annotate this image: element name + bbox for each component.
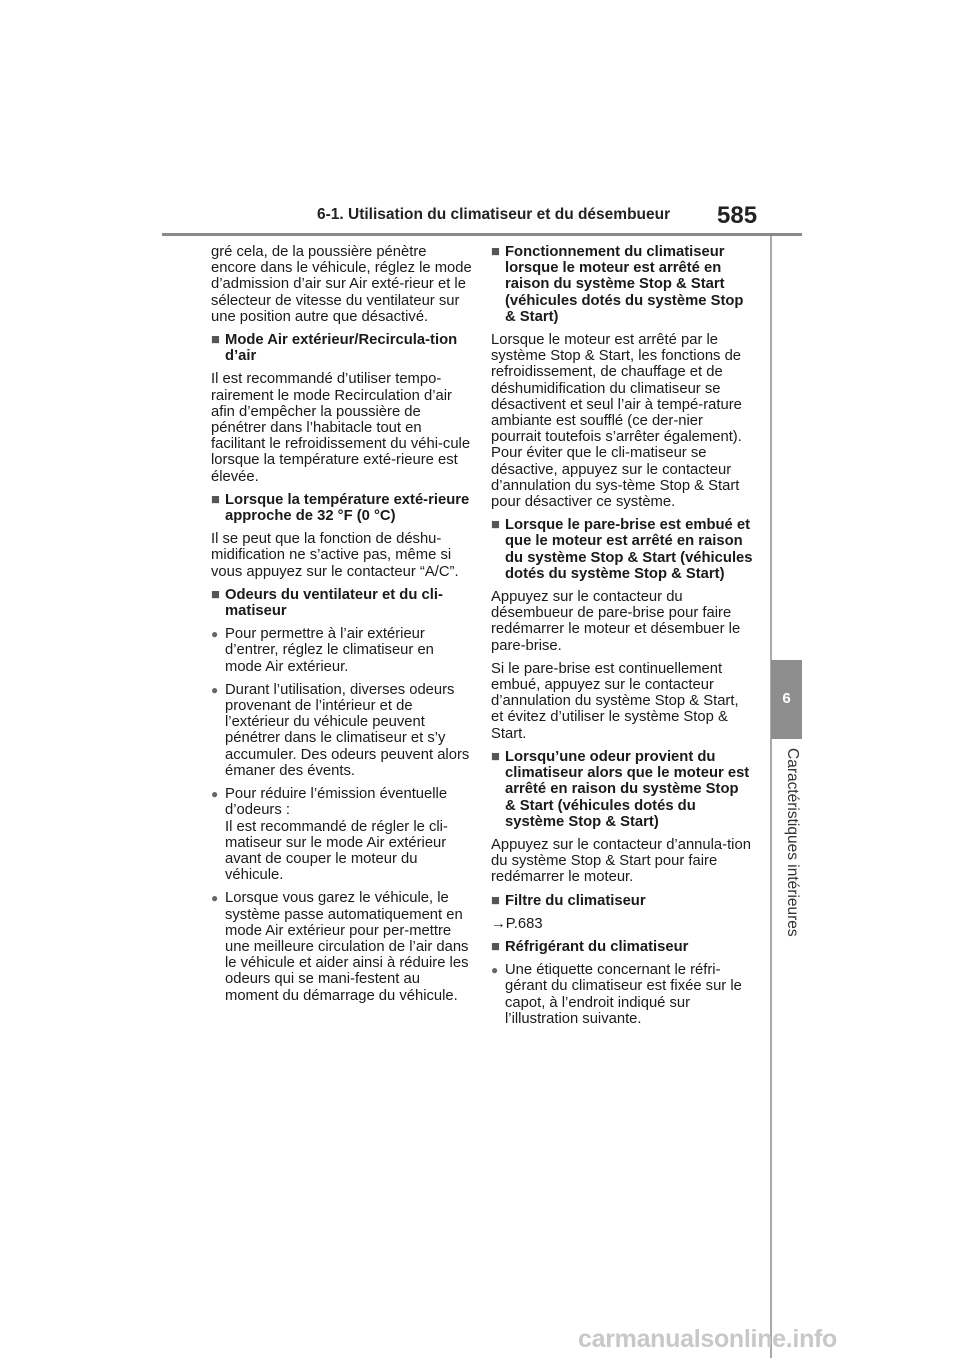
chapter-tab-line bbox=[770, 236, 772, 1358]
bullet-item: ● Durant l’utilisation, diverses odeurs provenant de l’intérieur et de l’extérieur du véhicule peuvent pénétrer dans le climatiseur et s’y accumuler. Des odeurs peuvent alors émaner des évents. bbox=[211, 682, 473, 779]
section-heading: ■ Filtre du climatiseur bbox=[491, 892, 646, 909]
paragraph: Si le pare-brise est continuellement embué, appuyez sur le contacteur d’annulation du système Stop & Start, et évitez d’utiliser le système Stop & Start. bbox=[491, 660, 739, 742]
right-column bbox=[491, 244, 753, 1034]
section-heading: ■ Réfrigérant du climatiseur bbox=[491, 938, 689, 955]
section-heading: ■ Lorsque la température exté-rieure approche de 32 °F (0 °C) bbox=[211, 491, 470, 525]
bullet-item: ● Une étiquette concernant le réfri-gérant du climatiseur est fixée sur le capot, à l’endroit indiqué sur l’illustration suivante. bbox=[491, 962, 753, 1027]
bullet-item: ● Pour permettre à l’air extérieur d’entrer, réglez le climatiseur en mode Air extérieur. bbox=[211, 626, 473, 675]
bullet-item: ● Pour réduire l’émission éventuelle d’odeurs : Il est recommandé de régler le cli-matiseur sur le mode Air extérieur avant de couper le moteur du véhicule. bbox=[211, 786, 473, 883]
paragraph: Appuyez sur le contacteur d’annula-tion du système Stop & Start pour faire redémarrer le moteur. bbox=[491, 836, 751, 886]
square-bullet-icon: ■ bbox=[211, 491, 220, 508]
bullet-item: ● Lorsque vous garez le véhicule, le système passe automatiquement en mode Air extérieur pour per-mettre une meilleure circulation de l’air dans le véhicule et aider ainsi à réduire les odeurs qui se mani-festent au moment du démarrage du véhicule. bbox=[211, 890, 473, 1003]
chapter-number: 6 bbox=[782, 690, 791, 707]
paragraph: gré cela, de la poussière pénètre encore dans le véhicule, réglez le mode d’admission d’air sur Air exté-rieur et le sélecteur de vitesse du ventilateur sur une position autre que désactivé. bbox=[211, 244, 472, 325]
paragraph: Appuyez sur le contacteur du désembueur de pare-brise pour faire redémarrer le moteur et désembuer le pare-brise. bbox=[491, 589, 741, 654]
square-bullet-icon: ■ bbox=[491, 892, 500, 909]
square-bullet-icon: ■ bbox=[491, 748, 500, 765]
left-column bbox=[211, 244, 473, 1011]
page-reference-link[interactable]: →P.683 bbox=[491, 915, 543, 932]
header-divider bbox=[162, 233, 802, 236]
section-heading: ■ Lorsqu’une odeur provient du climatiseur alors que le moteur est arrêté en raison du système Stop & Start (véhicules dotés du système Stop & Start) bbox=[491, 748, 750, 830]
round-bullet-icon bbox=[491, 962, 505, 1027]
chapter-label: Caractéristiques intérieures bbox=[784, 748, 801, 937]
paragraph: Il se peut que la fonction de déshu-midification ne s’active pas, même si vous appuyez sur le contacteur “A/C”. bbox=[211, 531, 459, 580]
square-bullet-icon: ■ bbox=[491, 938, 500, 955]
square-bullet-icon: ■ bbox=[491, 517, 500, 534]
round-bullet-icon bbox=[211, 626, 225, 675]
square-bullet-icon: ■ bbox=[491, 244, 500, 260]
round-bullet-icon bbox=[211, 890, 225, 1003]
watermark: carmanualsonline.info bbox=[578, 1325, 838, 1353]
section-title: 6-1. Utilisation du climatiseur et du désembueur bbox=[317, 206, 671, 223]
page-number: 585 bbox=[717, 202, 758, 229]
square-bullet-icon: ■ bbox=[211, 332, 220, 349]
section-heading: ■ Mode Air extérieur/Recircula-tion d’air bbox=[211, 332, 458, 365]
paragraph: Lorsque le moteur est arrêté par le système Stop & Start, les fonctions de refroidissement, de chauffage et de déshumidification du climatiseur se désactivent et seul l’air à tempé-rature ambiante est soufflé (ce der-nier pourrait toutefois s’arrêter également). Pour éviter que le cli-matiseur se désactive, appuyez sur le contacteur d’annulation du sys-tème Stop & Start pour désactiver ce système. bbox=[491, 332, 742, 511]
round-bullet-icon bbox=[211, 786, 225, 883]
square-bullet-icon: ■ bbox=[211, 586, 220, 603]
section-heading: ■ Odeurs du ventilateur et du cli-matiseur bbox=[211, 586, 443, 620]
section-heading: ■ Fonctionnement du climatiseur lorsque le moteur est arrêté en raison du système Stop & Start (véhicules dotés du système Stop & Start) bbox=[491, 244, 744, 325]
section-heading: ■ Lorsque le pare-brise est embué et que le moteur est arrêté en raison du système Stop & Start (véhicules dotés du système Stop & Start) bbox=[491, 517, 753, 582]
paragraph: Il est recommandé d’utiliser tempo-rairement le mode Recirculation d’air afin d’empêcher la poussière de pénétrer dans l’habitacle tout en facilitant le refroidissement du véhi-cule lorsque la température exté-rieure est élevée. bbox=[211, 371, 471, 485]
chapter-tab bbox=[771, 660, 802, 739]
page-header bbox=[313, 202, 773, 232]
round-bullet-icon bbox=[211, 682, 225, 779]
